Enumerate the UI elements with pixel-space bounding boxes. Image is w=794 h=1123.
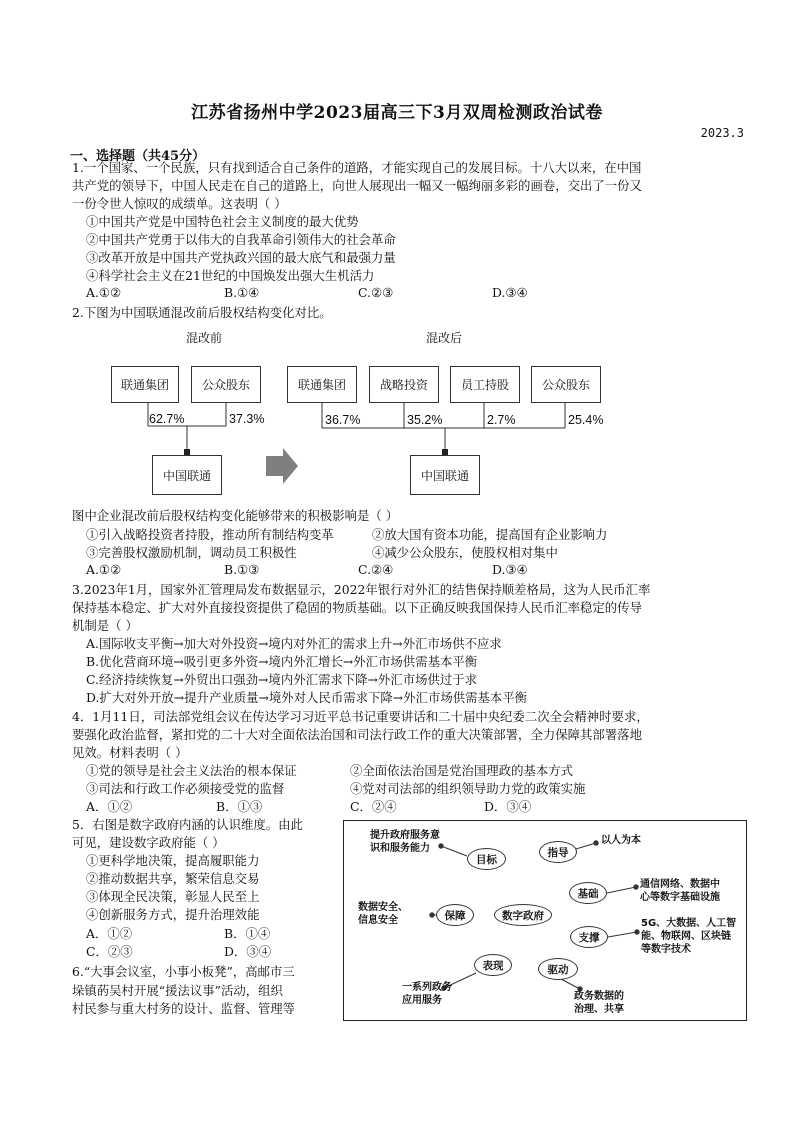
- after-box-public-shareholders: 公众股东: [531, 366, 601, 403]
- after-box-unicom-group: 联通集团: [287, 366, 357, 403]
- q6-stem-line: 村民参与重大村务的设计、监督、管理等: [72, 1001, 296, 1016]
- q1-option: ②中国共产党勇于以伟大的自我革命引领伟大的社会革命: [86, 232, 396, 247]
- q4-option: ①党的领导是社会主义法治的根本保证: [86, 763, 297, 778]
- q6-stem-line: 6.“大事会议室，小事小板凳”，高邮市三: [72, 964, 295, 979]
- q4-option: ③司法和行政工作必须接受党的监督: [86, 781, 285, 796]
- q5-stem-line: 可见，建设数字政府能（ ）: [72, 835, 225, 850]
- before-pct: 37.3%: [229, 412, 265, 426]
- before-pct: 62.7%: [149, 412, 185, 426]
- q4-option: ④党对司法部的组织领导助力党的政策实施: [350, 781, 586, 796]
- before-box-china-unicom: 中国联通: [152, 455, 222, 495]
- after-pct: 25.4%: [568, 413, 604, 427]
- node-guarantee: 保障: [436, 904, 474, 926]
- q1-choice-d[interactable]: D.③④: [492, 285, 528, 300]
- q2-stem: 2.下图为中国联通混改前后股权结构变化对比。: [72, 305, 332, 320]
- node-foundation: 基础: [569, 882, 607, 904]
- page-title: 江苏省扬州中学2023届高三下3月双周检测政治试卷: [191, 103, 603, 123]
- text-foundation: 通信网络、数据中 心等数字基础设施: [640, 879, 720, 903]
- q5-choice-a[interactable]: A．①②: [86, 926, 133, 941]
- digital-government-diagram: [343, 820, 747, 1021]
- q2-option: ③完善股权激励机制，调动员工积极性: [86, 545, 297, 560]
- q4-stem-line: 4．1月11日，司法部党组会议在传达学习习近平总书记重要讲话和二十届中央纪委二次全会精神时要求，: [72, 709, 649, 724]
- exam-date: 2023.3: [700, 126, 744, 140]
- q3-stem-line: 3.2023年1月，国家外汇管理局发布数据显示，2022年银行对外汇的结售保持顺差格局，这为人民币汇率: [72, 582, 651, 597]
- q2-question: 图中企业混改前后股权结构变化能够带来的积极影响是（ ）: [72, 508, 399, 523]
- node-guide: 指导: [539, 841, 577, 863]
- q5-option: ③体现全民决策，彰显人民至上: [86, 889, 260, 904]
- q2-choice-a[interactable]: A.①②: [86, 562, 122, 577]
- q2-choice-c[interactable]: C.②④: [358, 562, 394, 577]
- q3-choice-b[interactable]: B.优化营商环境→吸引更多外资→境内外汇增长→外汇市场供需基本平衡: [86, 654, 478, 669]
- after-box-strategic-investment: 战略投资: [369, 366, 439, 403]
- q2-option: ①引入战略投资者持股，推动所有制结构变革: [86, 527, 334, 542]
- before-box-public-shareholders: 公众股东: [191, 366, 261, 403]
- q4-stem-line: 见效。材料表明（ ）: [72, 745, 188, 760]
- after-box-china-unicom: 中国联通: [410, 455, 480, 495]
- q5-stem-line: 5．右图是数字政府内涵的认识维度。由此: [72, 817, 303, 832]
- q5-choice-c[interactable]: C．②③: [86, 944, 133, 959]
- q4-choice-c[interactable]: C．②④: [350, 799, 397, 814]
- q4-choice-a[interactable]: A．①②: [86, 799, 133, 814]
- q4-choice-d[interactable]: D．③④: [484, 799, 532, 814]
- q4-option: ②全面依法治国是党治国理政的基本方式: [350, 763, 574, 778]
- text-drive: 政务数据的 治理、共享: [574, 991, 624, 1015]
- q4-choice-b[interactable]: B．①③: [216, 799, 263, 814]
- q2-choice-d[interactable]: D.③④: [492, 562, 528, 577]
- q3-choice-a[interactable]: A.国际收支平衡→加大对外投资→境内对外汇的需求上升→外汇市场供不应求: [86, 636, 502, 651]
- text-guarantee: 数据安全、 信息安全: [358, 902, 408, 926]
- q3-stem-line: 保持基本稳定、扩大对外直接投资提供了稳固的物质基础。以下正确反映我国保持人民币汇率稳定的传导: [72, 600, 642, 615]
- after-label: 混改后: [426, 331, 463, 345]
- after-pct: 2.7%: [487, 413, 516, 427]
- after-pct: 36.7%: [325, 413, 361, 427]
- q2-choice-b[interactable]: B.①③: [224, 562, 260, 577]
- q1-stem-line: 一份令世人惊叹的成绩单。这表明（ ）: [72, 196, 287, 211]
- text-support: 5G、大数据、人工智 能、物联网、区块链 等数字技术: [641, 918, 737, 955]
- q3-choice-d[interactable]: D.扩大对外开放→提升产业质量→境外对人民币需求下降→外汇市场供需基本平衡: [86, 690, 528, 705]
- q5-option: ②推动数据共享，繁荣信息交易: [86, 871, 260, 886]
- text-guide: 以人为本: [601, 835, 641, 846]
- q1-choice-b[interactable]: B.①④: [224, 285, 260, 300]
- node-drive: 驱动: [538, 958, 578, 980]
- q5-choice-b[interactable]: B．①④: [224, 926, 271, 941]
- section-heading: 一、选择题（共45分）: [70, 149, 206, 164]
- diagram-connectors: [0, 0, 794, 520]
- q1-option: ④科学社会主义在21世纪的中国焕发出强大生机活力: [86, 268, 375, 283]
- node-manifestation: 表现: [474, 954, 512, 976]
- q5-option: ①更科学地决策，提高履职能力: [86, 853, 260, 868]
- node-digital-government: 数字政府: [494, 904, 552, 926]
- q6-stem-line: 垛镇菂吴村开展“援法议事”活动，组织: [72, 983, 283, 998]
- q3-stem-line: 机制是（ ）: [72, 618, 138, 633]
- arrow-right-icon: [266, 448, 298, 484]
- before-label: 混改前: [186, 331, 223, 345]
- node-goal: 目标: [467, 848, 506, 870]
- q5-choice-d[interactable]: D．③④: [224, 944, 272, 959]
- q1-stem-line: 共产党的领导下，中国人民走在自己的道路上，向世人展现出一幅又一幅绚丽多彩的画卷，交出了一份又: [72, 178, 642, 193]
- q3-choice-c[interactable]: C.经济持续恢复→外贸出口强劲→境内外汇需求下降→外汇市场供过于求: [86, 672, 478, 687]
- q5-option: ④创新服务方式，提升治理效能: [86, 907, 260, 922]
- q1-option: ③改革开放是中国共产党执政兴国的最大底气和最强力量: [86, 250, 396, 265]
- q2-option: ②放大国有资本功能，提高国有企业影响力: [372, 527, 608, 542]
- q4-stem-line: 要强化政治监督，紧扣党的二十大对全面依法治国和司法行政工作的重大决策部署，全力保障其部署落地: [72, 727, 642, 742]
- q1-choice-a[interactable]: A.①②: [86, 285, 122, 300]
- after-box-employee-shares: 员工持股: [450, 366, 520, 403]
- q1-option: ①中国共产党是中国特色社会主义制度的最大优势: [86, 214, 359, 229]
- before-box-unicom-group: 联通集团: [111, 366, 179, 403]
- after-pct: 35.2%: [407, 413, 443, 427]
- text-manifestation: 一系列政务 应用服务: [402, 982, 452, 1006]
- q1-choice-c[interactable]: C.②③: [358, 285, 394, 300]
- text-goal: 提升政府服务意 识和服务能力: [370, 830, 440, 854]
- q2-option: ④减少公众股东，使股权相对集中: [372, 545, 558, 560]
- q1-stem-line: 1.一个国家、一个民族，只有找到适合自己条件的道路，才能实现自己的发展目标。十八大以来，在中国: [72, 160, 642, 175]
- node-support: 支撑: [570, 926, 608, 948]
